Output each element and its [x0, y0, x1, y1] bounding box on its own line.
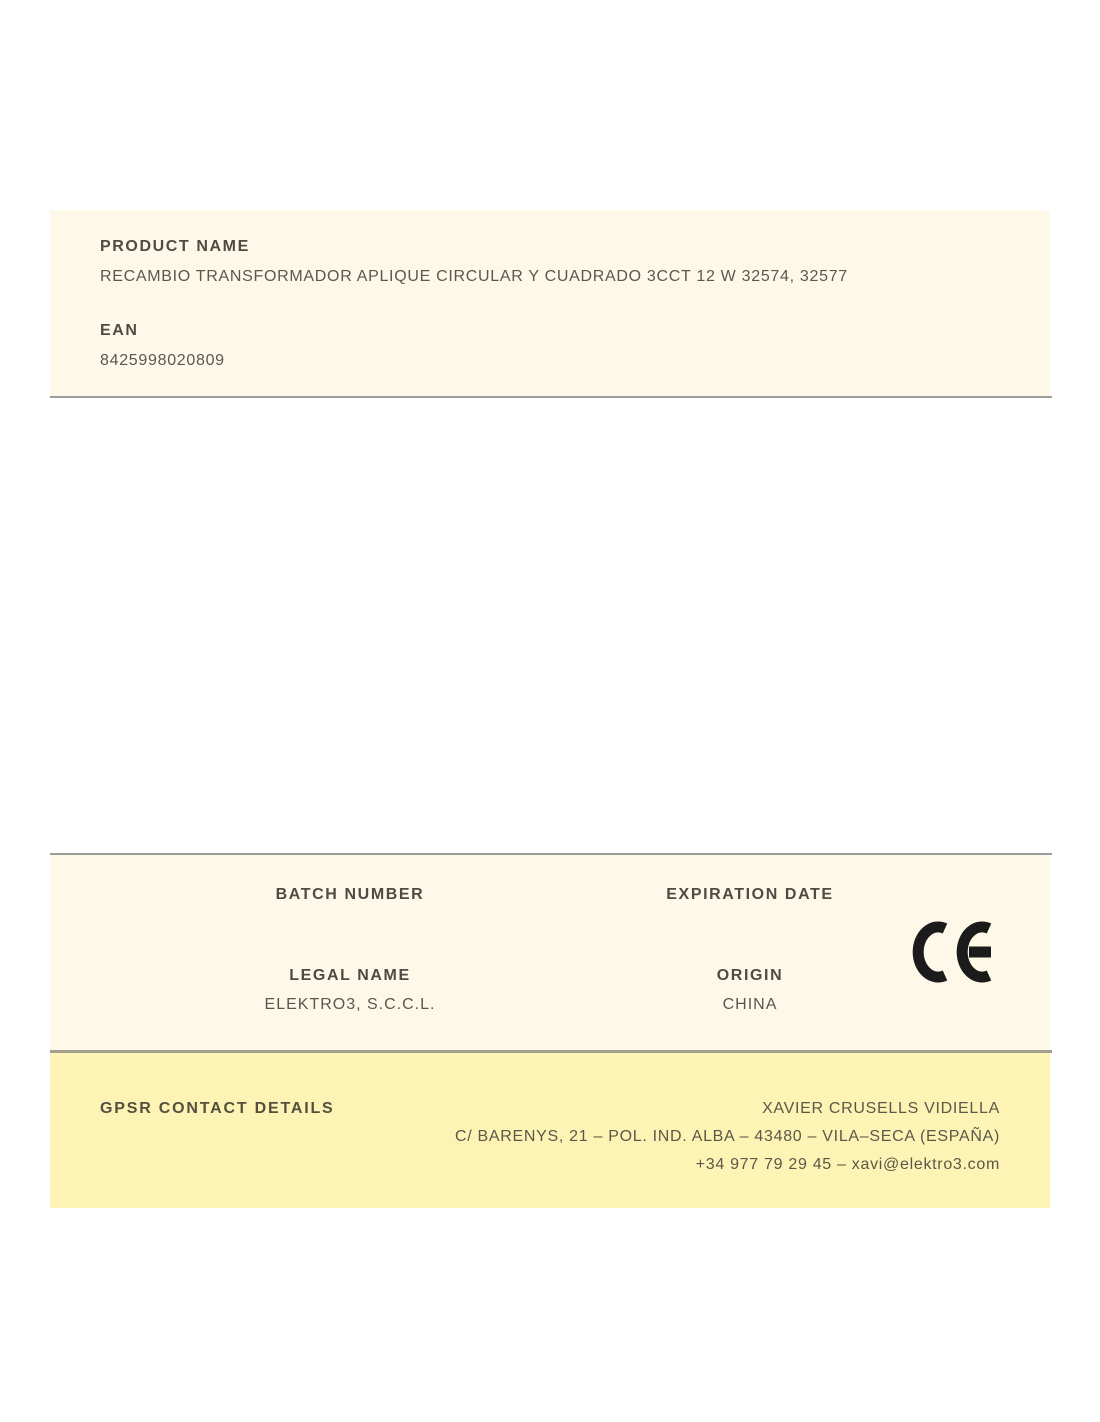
- ean-value: 8425998020809: [100, 352, 225, 369]
- legal-origin-row: [150, 966, 950, 1014]
- gpsr-contact-section: [50, 1053, 1050, 1208]
- gpsr-contact-details-label: GPSR CONTACT DETAILS: [100, 1100, 335, 1117]
- gpsr-contact-phone-email: +34 977 79 29 45 – xavi@elektro3.com: [695, 1156, 1000, 1173]
- legal-name-label: LEGAL NAME: [289, 967, 411, 984]
- ean-label: EAN: [100, 322, 139, 339]
- legal-name-value: ELEKTRO3, S.C.C.L.: [264, 996, 436, 1013]
- gpsr-contact-name: XAVIER CRUSELLS VIDIELLA: [762, 1100, 1000, 1117]
- origin-field: [550, 966, 950, 1014]
- gpsr-contact-block: [455, 1095, 1000, 1179]
- batch-number-field: [150, 885, 550, 914]
- batch-number-label: BATCH NUMBER: [275, 886, 425, 903]
- ce-mark-icon: [912, 921, 992, 983]
- origin-label: ORIGIN: [716, 967, 784, 984]
- expiration-date-label: EXPIRATION DATE: [666, 886, 834, 903]
- product-name-label: PRODUCT NAME: [100, 238, 250, 255]
- product-name-value: RECAMBIO TRANSFORMADOR APLIQUE CIRCULAR Y CUADRADO 3CCT 12 W 32574, 32577: [100, 268, 848, 285]
- gpsr-contact-address: C/ BARENYS, 21 – POL. IND. ALBA – 43480 – VILA–SECA (ESPAÑA): [454, 1128, 1000, 1145]
- legal-name-field: [150, 966, 550, 1014]
- divider-line-under-product: [50, 396, 1052, 398]
- product-info-section: [50, 210, 1050, 396]
- batch-expiration-row: [150, 885, 950, 914]
- origin-value: CHINA: [722, 996, 778, 1013]
- expiration-date-field: [550, 885, 950, 914]
- batch-legal-section: [50, 855, 1050, 1050]
